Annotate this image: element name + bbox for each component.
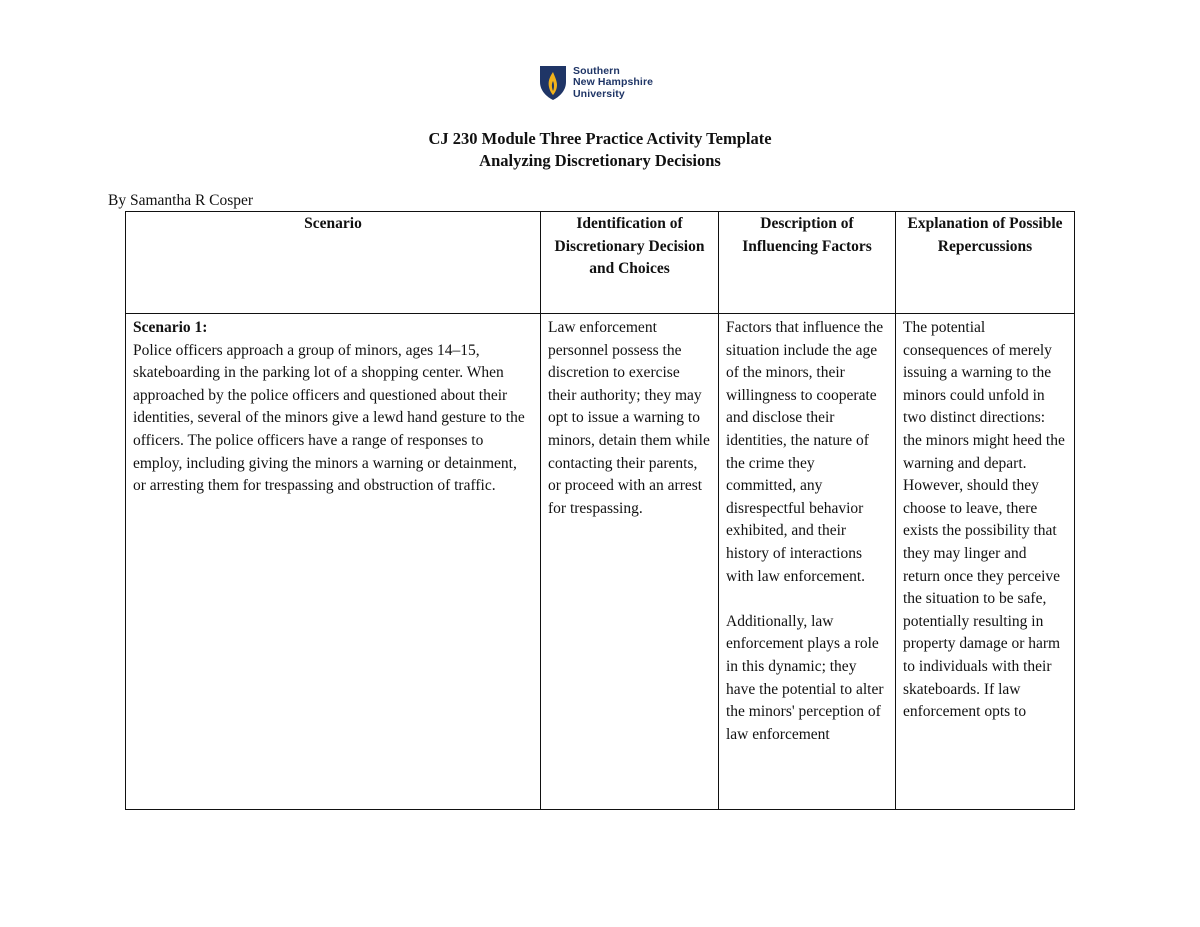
scenario-label: Scenario 1: bbox=[133, 319, 208, 336]
scenario-text: Police officers approach a group of minors, ages 14–15, skateboarding in the parking lot of a shopping center. When approached by the police officers and questioned about their identities, several of the minors give a lewd hand gesture to the officers. The police officers have a range of responses to employ, including giving the minors a warning or detainment, or arresting them for trespassing and obstruction of traffic. bbox=[133, 341, 525, 495]
logo-line-2: New Hampshire bbox=[573, 76, 654, 89]
header-identification: Identification of Discretionary Decision and Choices bbox=[541, 212, 719, 314]
author-byline: By Samantha R Cosper bbox=[108, 192, 254, 209]
logo-wordmark bbox=[573, 66, 653, 101]
table-row bbox=[126, 314, 1075, 810]
identification-cell: Law enforcement personnel possess the discretion to exercise their authority; they may opt to issue a warning to minors, detain them while contacting their parents, or proceed with an arrest for trespassing. bbox=[541, 314, 719, 810]
document-heading bbox=[0, 128, 1200, 172]
header-repercussions: Explanation of Possible Repercussions bbox=[896, 212, 1075, 314]
header-factors: Description of Influencing Factors bbox=[719, 212, 896, 314]
scenario-cell bbox=[126, 314, 541, 810]
factors-paragraph-2: Additionally, law enforcement plays a role in this dynamic; they have the potential to alter the minors' perception of law enforcement bbox=[726, 612, 884, 743]
activity-table bbox=[125, 211, 1075, 810]
logo-line-1: Southern bbox=[573, 64, 620, 77]
repercussions-cell: The potential consequences of merely issuing a warning to the minors could unfold in two distinct directions: the minors might heed the warning and depart. However, should they choose to leave, there exists the possibility that they may linger and return once they perceive the situation to be safe, potentially resulting in property damage or harm to individuals with their skateboards. If law enforcement opts to bbox=[896, 314, 1075, 810]
table-header-row bbox=[126, 212, 1075, 314]
document-subtitle: Analyzing Discretionary Decisions bbox=[479, 151, 721, 170]
factors-paragraph-1: Factors that influence the situation include the age of the minors, their willingness to cooperate and disclose their identities, the nature of the crime they committed, any disrespectful behavior exhibited, and their history of interactions with law enforcement. bbox=[726, 319, 884, 585]
logo-line-3: University bbox=[573, 87, 625, 100]
university-logo bbox=[538, 64, 653, 102]
header-scenario: Scenario bbox=[126, 212, 541, 314]
factors-cell bbox=[719, 314, 896, 810]
shield-flame-icon bbox=[538, 64, 568, 102]
document-title: CJ 230 Module Three Practice Activity Template bbox=[428, 129, 772, 148]
